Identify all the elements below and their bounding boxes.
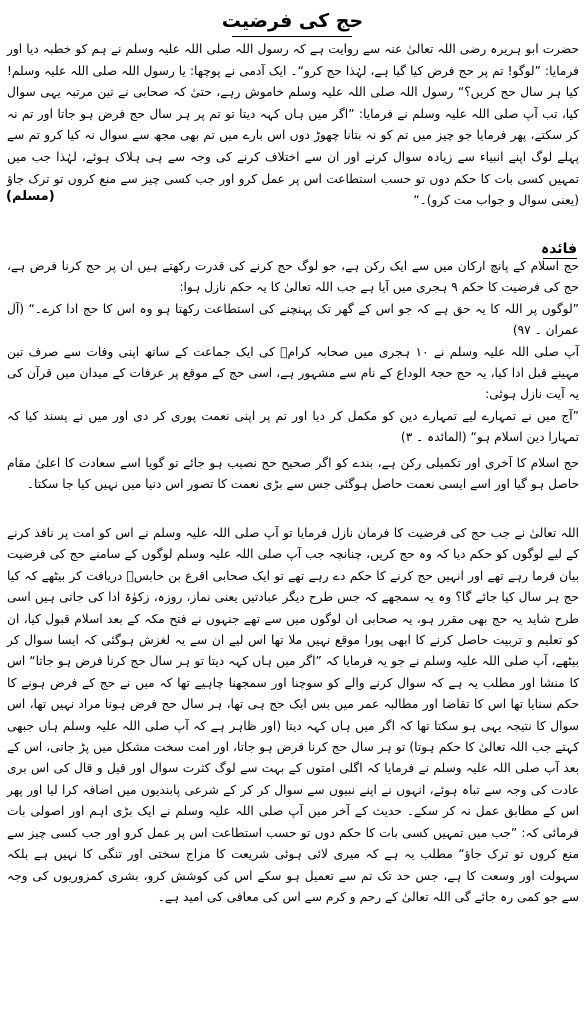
hadith-text-block	[7, 39, 579, 212]
title-underline	[232, 36, 352, 37]
paragraph-text-2: حج اسلام کا آخری اور تکمیلی رکن ہے، بندے کو اگر صحیح حج نصیب ہو جائے تو گویا اسے سعادت کا اعلیٰ مقام حاصل ہو گیا اور اسے ایسی نعمت حاصل ہوگئی جس سے بڑی نعمت کا تصور اس دنیا میں نہیں کیا جا سکتا۔	[7, 456, 579, 492]
commentary-paragraph-1	[7, 256, 579, 449]
section-heading: فائدہ	[541, 241, 577, 257]
hadith-text: حضرت ابو ہریرہ رضی اللہ تعالیٰ عنہ سے روایت ہے کہ رسول اللہ صلی اللہ علیہ وسلم نے ہم کو خطبہ دیا اور فرمایا: ”لوگو! تم پر حج فرض کیا گیا ہے، لہٰذا حج کرو“۔ ایک آدمی نے پوچھا: یا رسول اللہ صلی اللہ علیہ وسلم! کیا ہر سال حج کریں؟“ رسول اللہ صلی اللہ علیہ وسلم خاموش رہے، حتیٰ کہ صحابی نے تین مرتبہ یہی سوال کیا، تب آپ صلی اللہ علیہ وسلم نے فرمایا: ”اگر میں ہاں کہہ دیتا تو تم پر ہر سال حج فرض ہو جاتا اور تم نہ کر سکتے، پھر فرمایا جو چیز میں تم کو نہ بتانا چھوڑ دوں اس بارے میں تم بھی مجھ سے سوال نہ کیا کرو تم سے پہلے لوگ اپنے انبیاء سے زیادہ سوال کرنے اور ان سے اختلاف کرنے کی وجہ سے ہی ہلاک ہوئے، لہٰذا جب میں تمہیں کسی بات کا حکم دوں تو حسب استطاعت اس پر عمل کرو اور جب کسی چیز سے منع کروں تو ترک جاؤ (یعنی سوال و جواب مت کرو)۔“	[7, 42, 579, 208]
paragraph-text-1: حج اسلام کے پانچ ارکان میں سے ایک رکن ہے، جو لوگ حج کرنے کی قدرت رکھتے ہیں ان پر حج کرنا فرض ہے، حج کی فرضیت کا حکم ۹ ہجری میں آیا ہے جب اللہ تعالیٰ کا یہ حکم نازل ہوا: ”لوگوں پر اللہ کا یہ حق ہے کہ جو اس کے گھر تک پہنچنے کی استطاعت رکھتا ہو وہ اس کا حج ادا کرے۔“ (آل عمران ۔ ۹۷) آپ صلی اللہ علیہ وسلم نے ۱۰ ہجری میں صحابہ کرامؓ کی ایک جماعت کے ساتھ اپنی وفات سے صرف تین مہینے قبل ادا کیا، یہ حج حجۃ الوداع کے نام سے مشہور ہے، اسی حج کے موقع پر عرفات کے میدان میں قرآن کی یہ آیت نازل ہوئی: ”آج میں نے تمہارے لیے تمہارے دین کو مکمل کر دیا اور تم پر اپنی نعمت پوری کر دی اور میں نے پسند کیا کہ تمہارا دین اسلام ہو“ (المائدہ ۔ ۳)	[7, 259, 579, 445]
hadith-source: (مسلم)	[6, 189, 55, 204]
commentary-paragraph-2	[7, 453, 579, 496]
page-title: حج کی فرضیت	[221, 10, 364, 32]
commentary-paragraph-3	[7, 523, 579, 908]
paragraph-text-3: اللہ تعالیٰ نے جب حج کی فرضیت کا فرمان نازل فرمایا تو آپ صلی اللہ علیہ وسلم نے اس کو امت پر نافذ کرنے کے لیے لوگوں کو حکم دیا کہ وہ حج کریں، چنانچہ جب آپ صلی اللہ علیہ وسلم لوگوں کے سامنے حج کی فرضیت بیان فرما رہے تھے اور انہیں حج کرنے کا حکم دے رہے تھے تو ایک صحابی اقرع بن حابسؓ دریافت کر بیٹھے کہ کیا حج ہر سال کیا جائے گا؟ وہ یہ سمجھے کہ جس طرح دیگر عبادتیں یعنی نماز، روزہ، زکوٰۃ ادا کی جاتی ہیں اسی طرح شاید یہ حج بھی مقرر ہو، یہ صحابی ان لوگوں میں سے تھے جنہوں نے فتح مکہ کے بعد اسلام قبول کیا، ان کو تعلیم و تربیت حاصل کرنے کا ابھی پورا موقع نہیں ملا تھا اس لیے ان سے یہ لغزش ہوگئی کہ ایسا سوال کر بیٹھے، آپ صلی اللہ علیہ وسلم نے جو یہ فرمایا کہ ”اگر میں ہاں کہہ دیتا تو ہر سال حج کرنا فرض ہو جاتا“ اس کا منشا اور مطلب یہ ہے کہ سوال کرنے والے کو سوچنا اور سمجھنا چاہیے تھا کہ میں نے حج کے فرض ہونے کا حکم سنایا تھا اس کا تقاضا اور مطالبہ عمر میں بس ایک حج ہی تھا، ہر سال حج فرض ہونا مراد نہیں تھا، اس سوال کا نتیجہ یہی ہو سکتا تھا کہ اگر میں ہاں کہہ دیتا (اور ظاہر ہے کہ آپ صلی اللہ علیہ وسلم ہاں جبھی کہتے جب اللہ تعالیٰ کا حکم ہوتا) تو ہر سال حج کرنا فرض ہو جاتا، اور امت سخت مشکل میں پڑ جاتی، اس کے بعد آپ صلی اللہ علیہ وسلم نے فرمایا کہ اگلی امتوں کے بہت سے لوگ کثرت سوال اور قیل و قال کی اس بری عادت کی وجہ سے تباہ ہوئے، انہوں نے اپنے نبیوں سے سوال کر کر کے شرعی پابندیوں میں اضافہ کرا لیا اور پھر اس کے مطابق عمل نہ کر سکے۔ حدیث کے آخر میں آپ صلی اللہ علیہ وسلم نے ایک بڑی اہم اور اصولی بات فرمائی کہ: ”جب میں تمہیں کسی بات کا حکم دوں تو حسب استطاعت اس پر عمل کرو اور جب کسی چیز سے منع کروں تو ترک جاؤ“ مطلب یہ ہے کہ میری لائی ہوئی شریعت کا مزاج سختی اور تنگی کا نہیں ہے بلکہ سہولت اور وسعت کا ہے، جس حد تک تم سے تعمیل ہو سکے اس کی کوشش کرو، بشری کمزوریوں کی وجہ سے جو کمی رہ جائے گی اللہ تعالیٰ کے رحم و کرم سے اس کی معافی کی امید ہے۔	[7, 526, 579, 904]
